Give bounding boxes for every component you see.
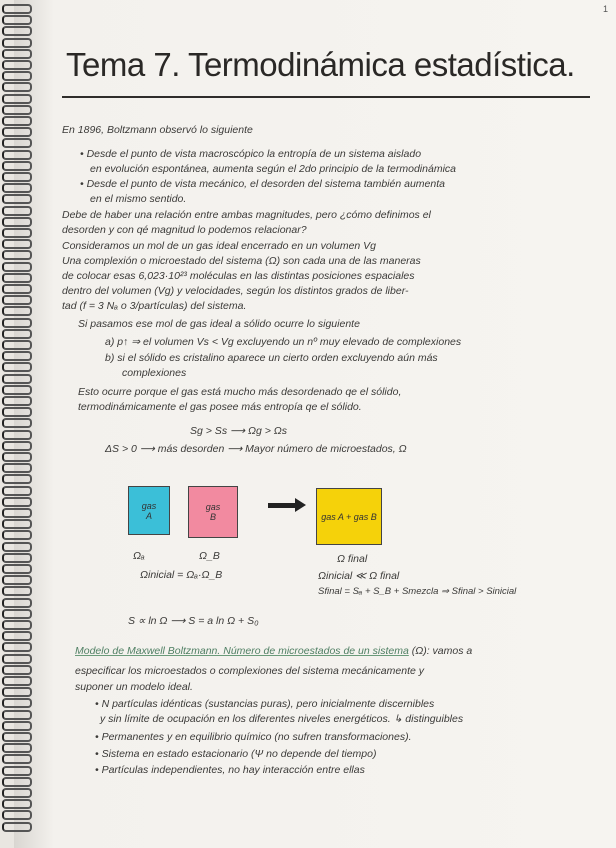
spiral-ring xyxy=(2,150,32,160)
spiral-ring xyxy=(2,351,32,361)
spiral-ring xyxy=(2,743,32,753)
spiral-ring xyxy=(2,385,32,395)
solid-intro: Si pasamos ese mol de gas ideal a sólido ocurre lo siguiente xyxy=(78,318,360,330)
spiral-ring xyxy=(2,710,32,720)
assumption-line: • Permanentes y en equilibrio químico (no sufren transformaciones). xyxy=(95,731,412,743)
spiral-ring xyxy=(2,194,32,204)
spiral-ring xyxy=(2,586,32,596)
definition-line: tad (f = 3 Nₐ o 3/partículas) del sistema. xyxy=(62,300,247,312)
spiral-ring xyxy=(2,486,32,496)
omega-initial-eq: Ωinicial = Ωₐ·Ω_B xyxy=(140,569,223,581)
spiral-ring xyxy=(2,138,32,148)
entropy-relation: Sg > Ss ⟶ Ωg > Ωs xyxy=(190,425,287,437)
spiral-ring xyxy=(2,766,32,776)
spiral-ring xyxy=(2,262,32,272)
spiral-ring xyxy=(2,38,32,48)
spiral-ring xyxy=(2,407,32,417)
spiral-ring xyxy=(2,497,32,507)
disorder-relation: ΔS > 0 ⟶ más desorden ⟶ Mayor número de microestados, Ω xyxy=(105,443,407,455)
spiral-ring xyxy=(2,71,32,81)
spiral-ring xyxy=(2,564,32,574)
spiral-ring xyxy=(2,642,32,652)
solid-point: a) p↑ ⇒ el volumen Vs < Vg excluyendo un nº muy elevado de complexiones xyxy=(105,336,462,348)
spiral-ring xyxy=(2,430,32,440)
solid-point: b) si el sólido es cristalino aparece un cierto orden excluyendo aún más xyxy=(105,352,438,364)
spiral-ring xyxy=(2,654,32,664)
spiral-ring xyxy=(2,463,32,473)
spiral-ring xyxy=(2,329,32,339)
spiral-ring xyxy=(2,206,32,216)
title-underline xyxy=(62,96,590,98)
observation-line: • Desde el punto de vista macroscópico la entropía de un sistema aislado xyxy=(80,148,422,160)
gas-b-box xyxy=(188,486,238,538)
assumption-line: • Sistema en estado estacionario (Ψ no depende del tiempo) xyxy=(95,748,377,760)
model-text: suponer un modelo ideal. xyxy=(75,681,193,693)
spiral-ring xyxy=(2,295,32,305)
gas-a-label: gas xyxy=(141,500,157,511)
assumption-line: • N partículas idénticas (sustancias puras), pero inicialmente discernibles xyxy=(95,698,435,710)
spiral-ring xyxy=(2,374,32,384)
spiral-ring xyxy=(2,127,32,137)
gas-b-letter: B xyxy=(209,512,216,522)
definition-line: de colocar esas 6,023·10²³ moléculas en las distintas posiciones espaciales xyxy=(62,270,415,282)
definition-line: Una complexión o microestado del sistema (Ω) son cada una de las maneras xyxy=(62,255,421,267)
spiral-ring xyxy=(2,575,32,585)
spiral-ring xyxy=(2,687,32,697)
spiral-ring xyxy=(2,318,32,328)
assumption-line: y sin límite de ocupación en los diferentes niveles energéticos. ↳ distinguibles xyxy=(100,713,464,725)
gas-b-label: gas xyxy=(205,502,221,512)
spiral-ring xyxy=(2,822,32,832)
spiral-ring xyxy=(2,553,32,563)
spiral-ring xyxy=(2,721,32,731)
definition-line: dentro del volumen (Vg) y velocidades, según los distintos grados de liber- xyxy=(62,285,409,297)
question-line: desorden y con qé magnitud lo podemos relacionar? xyxy=(62,224,307,236)
spiral-ring xyxy=(2,284,32,294)
spiral-ring xyxy=(2,172,32,182)
explanation-line: termodinámicamente el gas posee más entropía qe el sólido. xyxy=(78,401,362,413)
spiral-ring xyxy=(2,698,32,708)
spiral-ring xyxy=(2,732,32,742)
gas-a-box xyxy=(128,486,170,535)
spiral-ring xyxy=(2,4,32,14)
spiral-ring xyxy=(2,452,32,462)
model-heading: Modelo de Maxwell Boltzmann. Número de microestados de un sistema xyxy=(75,645,409,657)
page-title: Tema 7. Termodinámica estadística. xyxy=(66,46,575,83)
observation-line: • Desde el punto de vista mecánico, el desorden del sistema también aumenta xyxy=(80,178,445,190)
observation-line: en el mismo sentido. xyxy=(90,193,187,205)
spiral-ring xyxy=(2,542,32,552)
intro-text: En 1896, Boltzmann observó lo siguiente xyxy=(62,124,253,136)
spiral-ring xyxy=(2,306,32,316)
spiral-ring xyxy=(2,754,32,764)
solid-point: complexiones xyxy=(122,367,187,379)
spiral-ring xyxy=(2,82,32,92)
spiral-ring xyxy=(2,228,32,238)
model-text: (Ω): vamos a xyxy=(408,645,473,657)
spiral-ring xyxy=(2,799,32,809)
model-text: especificar los microestados o complexiones del sistema mecánicamente y xyxy=(75,665,424,677)
spiral-ring xyxy=(2,788,32,798)
spiral-ring xyxy=(2,183,32,193)
model-heading-line xyxy=(75,645,472,657)
omega-compare: Ωinicial ≪ Ω final xyxy=(318,570,400,582)
spiral-ring xyxy=(2,239,32,249)
spiral-ring xyxy=(2,777,32,787)
spiral-ring xyxy=(2,609,32,619)
mixture-box xyxy=(316,488,382,545)
spiral-binding xyxy=(0,0,34,840)
spiral-ring xyxy=(2,105,32,115)
spiral-ring xyxy=(2,15,32,25)
boltzmann-relation: S ∝ ln Ω ⟶ S = a ln Ω + S₀ xyxy=(128,615,259,627)
definition-line: Consideramos un mol de un gas ideal encerrado en un volumen Vg xyxy=(62,240,377,252)
spiral-ring xyxy=(2,396,32,406)
spiral-ring xyxy=(2,810,32,820)
spiral-ring xyxy=(2,418,32,428)
spiral-ring xyxy=(2,530,32,540)
mixture-label: gas A + gas B xyxy=(321,511,377,522)
spiral-ring xyxy=(2,676,32,686)
spiral-ring xyxy=(2,49,32,59)
spiral-ring xyxy=(2,94,32,104)
omega-a: Ωₐ xyxy=(133,550,145,562)
spiral-ring xyxy=(2,273,32,283)
omega-final: Ω final xyxy=(337,553,368,565)
spiral-ring xyxy=(2,508,32,518)
spiral-ring xyxy=(2,519,32,529)
spiral-ring xyxy=(2,26,32,36)
page-number: 1 xyxy=(602,4,608,14)
spiral-ring xyxy=(2,474,32,484)
spiral-ring xyxy=(2,598,32,608)
observation-line: en evolución espontánea, aumenta según el 2do principio de la termodinámica xyxy=(90,163,456,175)
question-line: Debe de haber una relación entre ambas magnitudes, pero ¿cómo definimos el xyxy=(62,209,431,221)
gas-a-letter: A xyxy=(145,510,152,521)
spiral-ring xyxy=(2,340,32,350)
omega-b: Ω_B xyxy=(199,550,220,562)
spiral-ring xyxy=(2,665,32,675)
spiral-ring xyxy=(2,161,32,171)
spiral-ring xyxy=(2,362,32,372)
s-final-eq: Sfinal = Sₐ + S_B + Smezcla ⇒ Sfinal > Sinicial xyxy=(318,586,517,597)
spiral-ring xyxy=(2,441,32,451)
spiral-ring xyxy=(2,217,32,227)
spiral-ring xyxy=(2,60,32,70)
assumption-line: • Partículas independientes, no hay interacción entre ellas xyxy=(95,764,365,776)
spiral-ring xyxy=(2,250,32,260)
explanation-line: Esto ocurre porque el gas está mucho más desordenado qe el sólido, xyxy=(78,386,402,398)
spiral-ring xyxy=(2,116,32,126)
spiral-ring xyxy=(2,631,32,641)
spiral-ring xyxy=(2,620,32,630)
arrow-icon xyxy=(268,503,296,508)
